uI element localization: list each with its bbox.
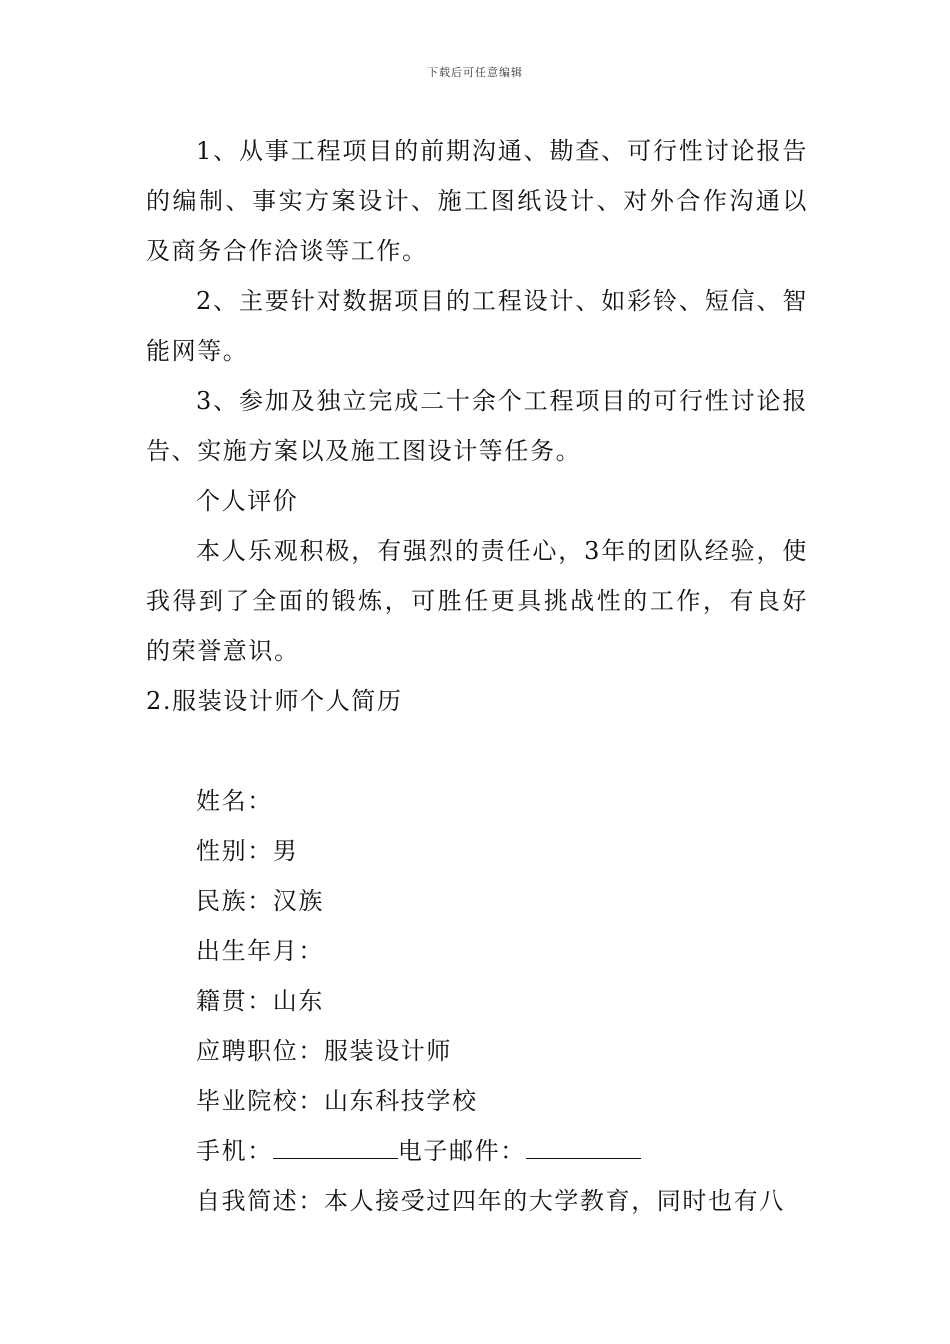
- phone-label: 手机：: [196, 1137, 273, 1165]
- evaluation-text: 本人乐观积极，有强烈的责任心，3年的团队经验，使我得到了全面的锻炼，可胜任更具挑战性的工作，有良好的荣誉意识。: [146, 537, 808, 665]
- duty-item-1: 1、从事工程项目的前期沟通、勘查、可行性讨论报告的编制、事实方案设计、施工图纸设计、对外合作沟通以及商务合作洽谈等工作。: [146, 137, 808, 265]
- document-body: [146, 126, 808, 1226]
- field-gender: 性别：男: [196, 837, 299, 865]
- duty-item-2: 2、主要针对数据项目的工程设计、如彩铃、短信、智能网等。: [146, 287, 808, 365]
- field-position: 应聘职位：服装设计师: [196, 1037, 452, 1065]
- evaluation-heading: 个人评价: [196, 487, 299, 515]
- field-self-intro: 自我简述：本人接受过四年的大学教育，同时也有八: [196, 1187, 785, 1215]
- field-hometown: 籍贯：山东: [196, 987, 324, 1015]
- page-header: 下载后可任意编辑: [427, 66, 523, 79]
- field-birth: 出生年月：: [196, 937, 324, 965]
- section-title: 2.服装设计师个人简历: [146, 687, 403, 715]
- phone-blank: [273, 1140, 398, 1159]
- duty-item-3: 3、参加及独立完成二十余个工程项目的可行性讨论报告、实施方案以及施工图设计等任务。: [146, 387, 808, 465]
- email-blank: [526, 1140, 641, 1159]
- field-name: 姓名：: [196, 787, 273, 815]
- field-school: 毕业院校：山东科技学校: [196, 1087, 478, 1115]
- field-contact: [146, 1126, 808, 1176]
- spacer: [146, 726, 808, 776]
- email-label: 电子邮件：: [397, 1137, 526, 1165]
- field-ethnicity: 民族：汉族: [196, 887, 324, 915]
